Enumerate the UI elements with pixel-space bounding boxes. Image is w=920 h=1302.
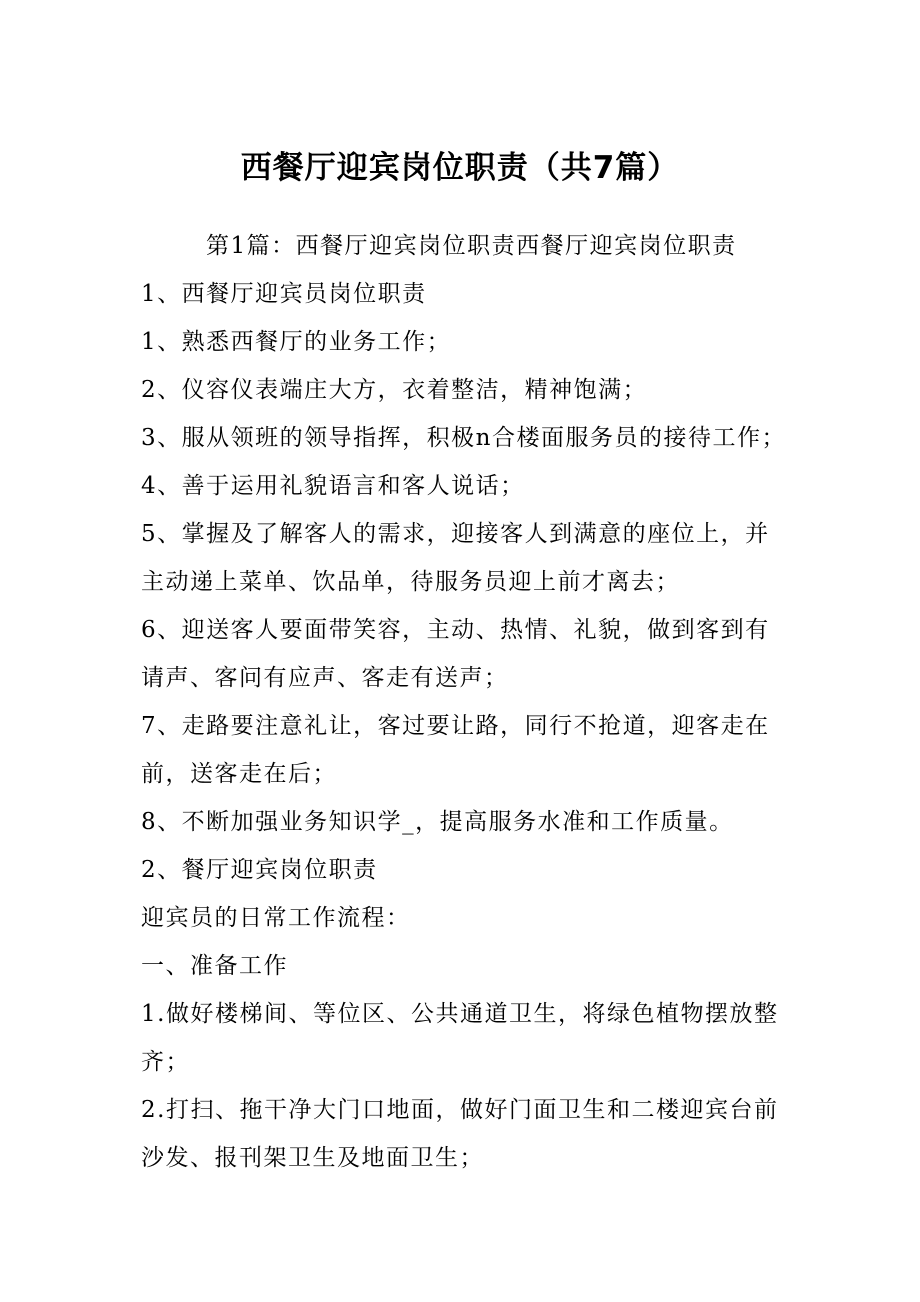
paragraph-line: 1.做好楼梯间、等位区、公共通道卫生，将绿色植物摆放整 xyxy=(141,1001,779,1027)
paragraph-line: 5、掌握及了解客人的需求，迎接客人到满意的座位上，并 xyxy=(141,521,770,547)
paragraph-line: 1、熟悉西餐厅的业务工作； xyxy=(141,329,452,355)
paragraph-line: 主动递上菜单、饮品单，待服务员迎上前才离去； xyxy=(141,569,680,595)
paragraph-line: 沙发、报刊架卫生及地面卫生； xyxy=(141,1145,484,1171)
paragraph-line: 2、仪容仪表端庄大方，衣着整洁，精神饱满； xyxy=(141,377,648,403)
paragraph-line: 1、西餐厅迎宾员岗位职责 xyxy=(141,281,427,307)
paragraph-line: 4、善于运用礼貌语言和客人说话； xyxy=(141,473,525,499)
paragraph-line: 8、不断加强业务知识学_，提高服务水准和工作质量。 xyxy=(141,809,734,835)
paragraph-line: 6、迎送客人要面带笑容，主动、热情、礼貌，做到客到有 xyxy=(141,617,770,643)
paragraph-line: 2、餐厅迎宾岗位职责 xyxy=(141,857,378,883)
paragraph-line: 迎宾员的日常工作流程： xyxy=(141,905,411,931)
paragraph-line: 7、走路要注意礼让，客过要让路，同行不抢道，迎客走在 xyxy=(141,713,770,739)
paragraph-line: 请声、客问有应声、客走有送声； xyxy=(141,665,509,691)
paragraph-line: 2.打扫、拖干净大门口地面，做好门面卫生和二楼迎宾台前 xyxy=(141,1097,779,1123)
paragraph-line: 齐； xyxy=(141,1049,190,1075)
document-body xyxy=(141,222,801,1182)
paragraph-line: 3、服从领班的领导指挥，积极n合楼面服务员的接待工作； xyxy=(141,425,786,451)
paragraph-line: 前，送客走在后； xyxy=(141,761,337,787)
document-title: 西餐厅迎宾岗位职责（共7篇） xyxy=(240,150,680,186)
paragraph-line: 第1篇：西餐厅迎宾岗位职责西餐厅迎宾岗位职责 xyxy=(206,233,737,259)
paragraph-line: 一、准备工作 xyxy=(141,953,288,979)
